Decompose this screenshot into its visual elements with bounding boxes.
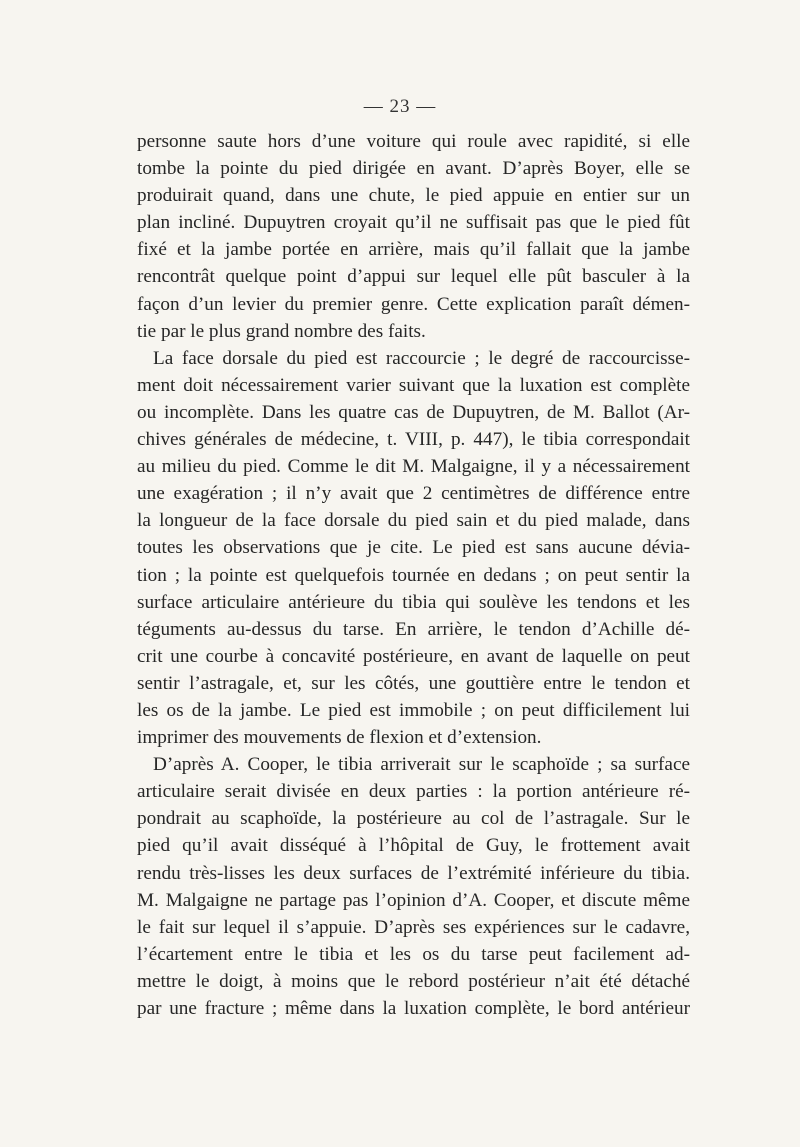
text-line: sentir l’astragale, et, sur les côtés, une gouttière entre le tendon et (137, 672, 690, 694)
text-line: par une fracture ; même dans la luxation complète, le bord antérieur (137, 998, 690, 1019)
text-line: M. Malgaigne ne partage pas l’opinion d’A. Cooper, et discute même (137, 889, 690, 911)
text-line: pondrait au scaphoïde, la postérieure au col de l’astragale. Sur le (137, 808, 690, 830)
text-line: le fait sur lequel il s’appuie. D’après ses expériences sur le cadavre, (137, 916, 690, 938)
body-text (137, 128, 690, 1022)
text-line: plan incliné. Dupuytren croyait qu’il ne suffisait pas que le pied fût (137, 212, 690, 234)
text-line: rendu très-lisses les deux surfaces de l’extrémité inférieure du tibia. (137, 862, 690, 884)
text-line: D’après A. Cooper, le tibia arriverait sur le scaphoïde ; sa surface (153, 754, 690, 776)
text-line: au milieu du pied. Comme le dit M. Malgaigne, il y a nécessairement (137, 456, 690, 478)
text-line: chives générales de médecine, t. VIII, p. 447), le tibia correspondait (137, 429, 690, 451)
text-line: articulaire serait divisée en deux parties : la portion antérieure ré- (137, 781, 690, 803)
text-line: produirait quand, dans une chute, le pied appuie en entier sur un (137, 185, 690, 207)
text-line: les os de la jambe. Le pied est immobile ; on peut difficilement lui (137, 699, 690, 721)
text-line: ou incomplète. Dans les quatre cas de Dupuytren, de M. Ballot (Ar- (137, 401, 690, 423)
text-line: imprimer des mouvements de flexion et d’extension. (137, 727, 542, 749)
text-line: mettre le doigt, à moins que le rebord postérieur n’ait été détaché (137, 970, 690, 992)
text-line: crit une courbe à concavité postérieure, en avant de laquelle on peut (137, 645, 690, 667)
text-line: tombe la pointe du pied dirigée en avant. D’après Boyer, elle se (137, 158, 690, 180)
text-line: fixé et la jambe portée en arrière, mais qu’il fallait que la jambe (137, 239, 690, 261)
text-line: l’écartement entre le tibia et les os du tarse peut facilement ad- (137, 943, 690, 965)
text-line: La face dorsale du pied est raccourcie ; le degré de raccourcisse- (153, 347, 690, 369)
text-line: la longueur de la face dorsale du pied sain et du pied malade, dans (137, 510, 690, 532)
text-line: tie par le plus grand nombre des faits. (137, 320, 426, 342)
page-number: — 23 — (363, 96, 437, 117)
text-line: ment doit nécessairement varier suivant que la luxation est complète (137, 374, 690, 396)
text-line: rencontrât quelque point d’appui sur lequel elle pût basculer à la (137, 266, 690, 288)
text-line: toutes les observations que je cite. Le pied est sans aucune dévia- (137, 537, 690, 559)
text-line: façon d’un levier du premier genre. Cette explication paraît démen- (137, 293, 690, 315)
text-line: téguments au-dessus du tarse. En arrière, le tendon d’Achille dé- (137, 618, 690, 640)
text-line: tion ; la pointe est quelquefois tournée en dedans ; on peut sentir la (137, 564, 690, 586)
text-line: pied qu’il avait disséqué à l’hôpital de Guy, le frottement avait (137, 835, 690, 857)
text-line: surface articulaire antérieure du tibia qui soulève les tendons et les (137, 591, 690, 613)
text-line: une exagération ; il n’y avait que 2 centimètres de différence entre (137, 483, 690, 505)
text-line: personne saute hors d’une voiture qui roule avec rapidité, si elle (137, 131, 690, 152)
